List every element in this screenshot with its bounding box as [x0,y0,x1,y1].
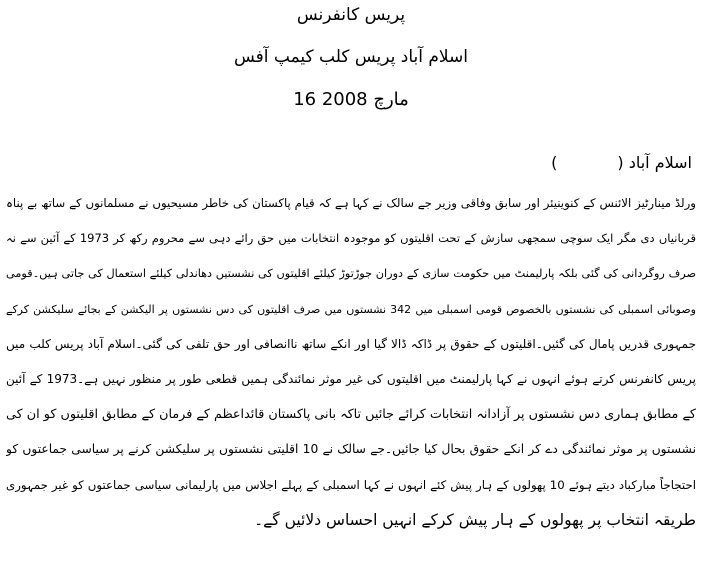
dateline-close-paren: ) [551,153,558,172]
body-line: احتجاجاً مبارکباد دیتے ہوئے 10 پھولوں کے ہار پیش کئے انہوں نے کہا اسمبلی کے پہلے اجلاس میں پارلیمانی سیاسی جماعتوں کو غیر جمہوری [6,477,696,492]
body-line: کے مطابق ہماری دس نشستوں پر آزادانہ انتخابات کرائے جائیں تاکہ بانی پاکستان قائداعظم کے فرمان کے مطابق اقلیتوں کو ان کی [6,407,696,423]
body-line: ورلڈ مینارٹیز الائنس کے کنوینیئر اور سابق وفاقی وزیر جے سالک نے کہا ہے کہ قیام پاکستان کی خاطر مسیحیوں نے مسلمانوں کے ساتھ بے پناہ [6,196,696,210]
document-title: پریس کانفرنس [296,5,406,25]
dateline-city: اسلام آباد [628,153,692,172]
body-line: پریس کانفرنس کرتے ہوئے انہوں نے کہا پارلیمنٹ میں اقلیتوں کی غیر موثر نمائندگی ہمیں قطعی طور پر منظور نہیں ہے۔1973 کے آئین [6,371,696,386]
body-line: صرف روگردانی کی گئی بلکہ پارلیمنٹ میں حکومت سازی کے دوران جوڑتوڑ کیلئے اقلیتوں کی نشستیں دھاندلی کیلئے استعمال کی جاتی ہیں۔قومی [6,267,696,281]
dateline [551,152,692,174]
body-line: طریقہ انتخاب پر پھولوں کے ہار پیش کرکے انہیں احساس دلائیں گے۔ [254,510,696,529]
dateline-open-paren: ( [617,153,624,172]
date-line: 16 مارچ 2008 [293,89,409,110]
body-text [6,186,696,538]
body-line: وصوبائی اسمبلی کی نشستوں بالخصوص قومی اسمبلی میں 342 نشستوں میں صرف اقلیتوں کی دس نشستوں پر الیکشن کے بجائے سلیکشن کرکے [6,302,696,316]
body-line: جمہوری قدریں پامال کی گئیں۔اقلیتوں کے حقوق پر ڈاکہ ڈالا گیا اور انکے ساتھ ناانصافی اور حق تلفی کی گئی۔اسلام آباد پریس کلب میں [6,336,696,351]
body-line: نشستوں پر موثر نمائندگی دے کر انکے حقوق بحال کیا جائیں۔جے سالک نے 10 اقلیتی نشستوں پر سلیکشن کرنے پر سیاسی جماعتوں کو [6,442,696,457]
venue-line: اسلام آباد پریس کلب کیمپ آفس [233,47,469,67]
body-line: قربانیاں دی مگر ایک سوچی سمجھی سازش کے تحت اقلیتوں کو موجودہ انتخابات میں حق رائے دہی سے محروم رکھ کر 1973 کے آئین سے نہ [6,231,696,246]
